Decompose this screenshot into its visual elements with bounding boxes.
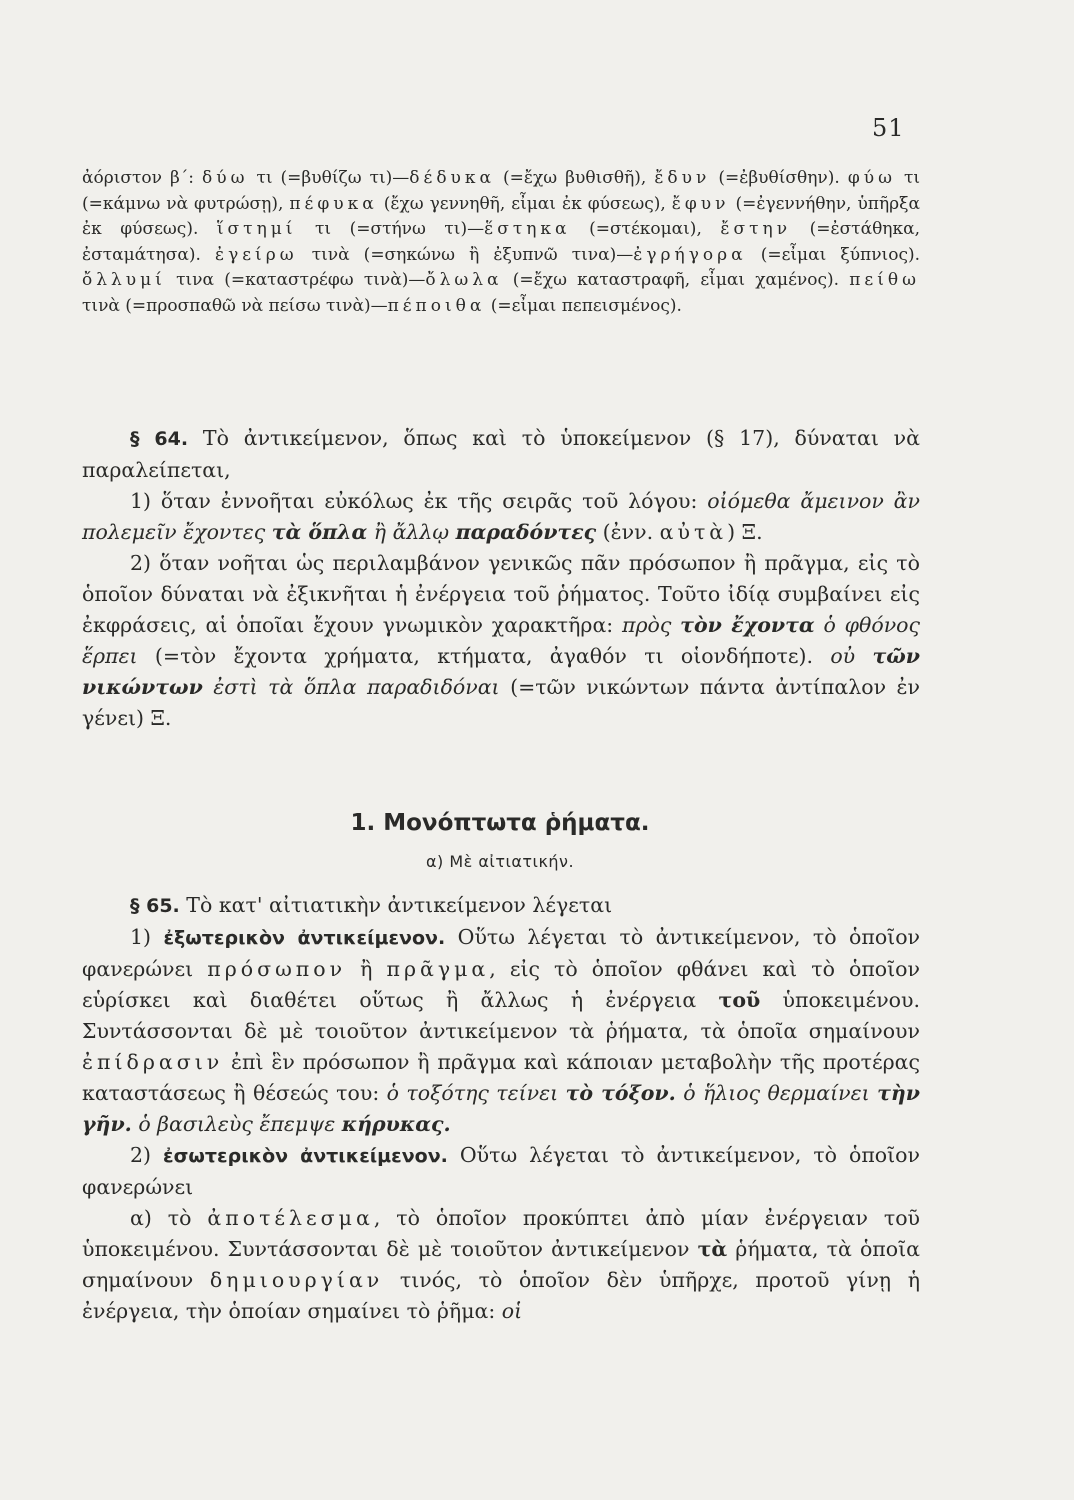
section-sign: § 64.	[130, 428, 189, 450]
spaced-term: δέδυκα	[409, 168, 495, 188]
example-bold: τὸ τόξον.	[565, 1081, 676, 1105]
example-bold: τὸν ἔχοντα	[680, 613, 815, 637]
chapter-heading: 1. Μονόπτωτα ῥήματα.	[350, 810, 650, 836]
text-run: Τὸ κατ' αἰτιατικὴν ἀντικείμενον λέγεται	[179, 893, 613, 917]
spaced-term: ἔφυν	[671, 193, 730, 214]
example-italic: ὁ βασιλεὺς ἔπεμψε	[131, 1112, 342, 1136]
spaced-term: πρόσωπον	[207, 957, 347, 981]
text-run: ἐπὶ ἓν πρόσωπον ἢ πρᾶγμα καὶ κάποιαν μεταβολὴν τῆς προτέρας καταστάσεως ἢ θέσεώς του:	[82, 1050, 920, 1105]
example-italic: ἐστὶ τὰ ὅπλα παραδιδόναι	[202, 675, 500, 699]
section-65	[82, 890, 920, 1327]
section-65-subitem-a	[82, 1203, 920, 1327]
bold-word: τὰ	[697, 1237, 728, 1261]
spaced-term: ἵστημί	[216, 219, 297, 239]
section-64-item-2	[82, 548, 920, 734]
text-run: (=ἐστάθηκα, ἐσταμάτησα).	[82, 219, 920, 265]
example-bold: τὴν γῆν.	[82, 1081, 920, 1136]
example-bold: τὰ ὅπλα	[271, 520, 368, 544]
spaced-term: ἐγρήγορα	[633, 244, 747, 265]
intro-paragraph	[82, 166, 920, 319]
text-run: τινός, τὸ ὁποῖον δὲν ὑπῆρχε, προτοῦ γίνῃ ἡ ἐνέργεια, τὴν ὁποίαν σημαίνει τὸ ῥῆμα:	[82, 1268, 920, 1323]
text-run: Οὕτω λέγεται τὸ ἀντικείμενον, τὸ ὁποῖον φανερώνει	[82, 1143, 920, 1199]
text-run: ἢ	[346, 957, 387, 981]
sub-heading: α) Μὲ αἰτιατικήν.	[425, 852, 575, 871]
example-italic: ἢ ἄλλῳ	[367, 520, 456, 544]
text-run: τι (=κάμνω νὰ φυτρώσῃ),	[82, 168, 921, 214]
defined-term: ἐξωτερικὸν ἀντικείμενον.	[163, 927, 446, 949]
text-run: Τὸ ἀντικείμενον, ὅπως καὶ τὸ ὑποκείμενον (§ 17), δύναται νὰ παραλείπεται,	[82, 426, 920, 482]
example-bold: κήρυκας.	[341, 1112, 451, 1136]
spaced-term: ἕστηκα	[484, 219, 571, 239]
spaced-term: φύω	[847, 168, 896, 188]
defined-term: ἐσωτερικὸν ἀντικείμενον.	[163, 1145, 448, 1167]
section-sign: § 65.	[130, 895, 180, 917]
text-run: α) τὸ	[130, 1206, 208, 1230]
text-run: τινὰ (=προσπαθῶ νὰ πείσω τινὰ)—	[82, 295, 388, 316]
text-run: (=στέκομαι),	[570, 219, 721, 239]
text-run: ὑποκειμένου. Συντάσσονται δὲ μὲ τοιοῦτον ἀντικείμενον τὰ ῥήματα, τὰ ὁποῖα σημαίνουν	[82, 988, 920, 1043]
intro-text	[82, 166, 920, 319]
text-run: , τὸ ὁποῖον προκύπτει ἀπὸ μίαν ἐνέργειαν τοῦ ὑποκειμένου. Συντάσσονται δὲ μὲ τοιοῦτον ἀντικείμενον	[82, 1206, 921, 1261]
text-run: (=ἐβυθίσθην).	[710, 168, 848, 188]
text-run: 2) ὅταν νοῆται ὡς περιλαμβάνον γενικῶς πᾶν πρόσωπον ἢ πρᾶγμα, εἰς τὸ ὁποῖον δύναται νὰ ἐξικνῆται ἡ ἐνέργεια τοῦ ῥήματος. Τοῦτο ἰδίᾳ συμβαίνει εἰς ἐκφράσεις, αἱ ὁποῖαι ἔχουν γνωμικὸν χαρακτῆρα:	[82, 551, 920, 637]
text-run: (=τὸν ἔχοντα χρήματα, κτήματα, ἀγαθόν τι οἱονδήποτε).	[137, 644, 831, 668]
text-run: ῥήματα, τὰ ὁποῖα σημαίνουν	[82, 1237, 920, 1292]
text-run: (=εἶμαι ξύπνιος).	[746, 244, 921, 265]
section-65-intro	[82, 890, 920, 922]
spaced-term: πέποιθα	[387, 295, 486, 316]
text-run: ) Ξ.	[727, 520, 763, 544]
spaced-term: πρᾶγμα	[386, 957, 490, 981]
section-65-item-2	[82, 1140, 920, 1203]
bold-word: τοῦ	[718, 988, 761, 1012]
example-italic: ὁ τοξότης τείνει	[386, 1081, 566, 1105]
section-64-item-1	[82, 486, 920, 548]
text-run: ἀόριστον β΄:	[82, 168, 203, 188]
text-run: τινὰ (=σηκώνω ἢ ἐξυπνῶ τινα)—	[297, 244, 634, 265]
spaced-term: δύω	[202, 168, 249, 188]
text-run: (=ἔχω καταστραφῆ, εἶμαι χαμένος).	[502, 270, 850, 290]
text-run: , εἰς τὸ ὁποῖον φθάνει καὶ τὸ ὁποῖον εὑρίσκει καὶ διαθέτει οὕτως ἢ ἄλλως ἡ ἐνέργεια	[82, 957, 920, 1012]
example-italic: ὁ ἥλιος θερμαίνει	[675, 1081, 878, 1105]
text-run: (ἐνν.	[596, 520, 660, 544]
spaced-term: ἐπίδρασιν	[82, 1050, 224, 1074]
example-bold: παραδόντες	[455, 520, 597, 544]
spaced-term: ὄλλυμί	[82, 270, 166, 290]
spaced-term: ὄλωλα	[425, 270, 503, 290]
spaced-term: αὐτὰ	[659, 520, 728, 544]
example-italic: ὁ φθόνος ἕρπει	[82, 613, 920, 668]
text-run: (=ἐγεννήθην, ὑπῆρξα ἐκ φύσεως).	[82, 193, 920, 239]
text-run: τι (=στήνω τι)—	[296, 219, 485, 239]
text-run: (=εἶμαι πεπεισμένος).	[485, 295, 682, 316]
text-run: (=τῶν νικώντων πάντα ἀντίπαλον ἐν γένει) Ξ.	[82, 675, 920, 730]
text-run: 1) ὅταν ἐννοῆται εὐκόλως ἐκ τῆς σειρᾶς τοῦ λόγου:	[130, 489, 708, 513]
spaced-term: ἔδυν	[654, 168, 711, 188]
text-run: 2)	[130, 1143, 164, 1167]
example-italic: οἱ	[501, 1299, 523, 1323]
page-number: 51	[872, 114, 905, 142]
text-run: Οὕτω λέγεται τὸ ἀντικείμενον, τὸ ὁποῖον φανερώνει	[82, 925, 920, 981]
example-italic: οὐ	[830, 644, 873, 668]
example-bold: τῶν νικώντων	[82, 644, 920, 699]
section-64	[82, 423, 920, 734]
example-italic: πρὸς	[622, 613, 681, 637]
section-65-item-1	[82, 922, 920, 1140]
spaced-term: πείθω	[849, 270, 920, 290]
example-italic: οἰόμεθα ἄμεινον ἂν πολεμεῖν ἔχοντες	[82, 489, 920, 544]
spaced-term: ἔστην	[720, 219, 792, 239]
spaced-term: ἐγείρω	[214, 244, 298, 265]
spaced-term: ἀποτέλεσμα	[207, 1206, 374, 1230]
text-run: (=ἔχω βυθισθῆ),	[495, 168, 655, 188]
text-run: (ἔχω γεννηθῆ, εἶμαι ἐκ φύσεως),	[377, 193, 672, 214]
text-run: τινα (=καταστρέφω τινὰ)—	[165, 270, 426, 290]
spaced-term: δημιουργίαν	[209, 1268, 384, 1292]
text-run: 1)	[130, 925, 164, 949]
text-run: τι (=βυθίζω τι)—	[248, 168, 410, 188]
spaced-term: πέφυκα	[289, 193, 378, 214]
section-64-intro	[82, 423, 920, 486]
